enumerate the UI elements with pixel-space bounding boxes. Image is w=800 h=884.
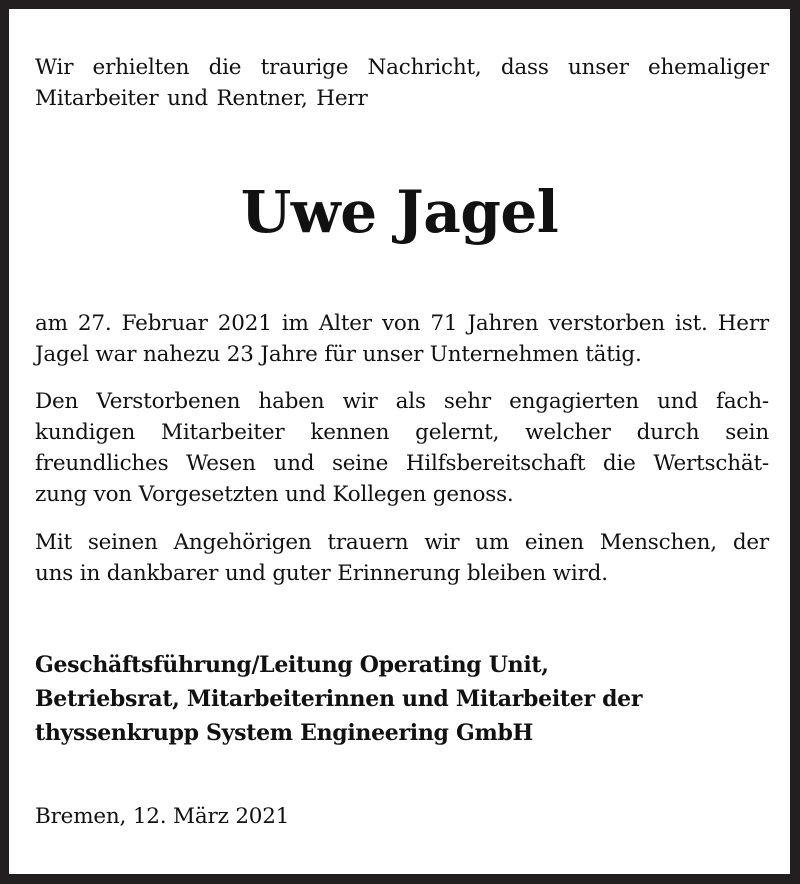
paragraph-line: kundigen Mitarbeiter kennen gelernt, welcher durch sein <box>35 420 769 445</box>
death-details-paragraph <box>35 308 769 370</box>
paragraph-line: Den Verstorbenen haben wir als sehr engagierten und fach- <box>35 389 769 414</box>
paragraph-line: am 27. Februar 2021 im Alter von 71 Jahren verstorben ist. Herr <box>35 311 769 336</box>
signature-line: Geschäftsführung/Leitung Operating Unit, <box>35 652 549 678</box>
signature-block <box>35 648 775 750</box>
tribute-paragraph <box>35 386 769 510</box>
place-and-date: Bremen, 12. März 2021 <box>35 804 290 829</box>
deceased-name: Uwe Jagel <box>240 178 559 246</box>
obituary-notice <box>9 9 790 874</box>
signature-line: thyssenkrupp System Engineering GmbH <box>35 720 534 746</box>
paragraph-line: Jagel war nahezu 23 Jahre für unser Unternehmen tätig. <box>35 342 642 367</box>
condolence-paragraph <box>35 527 769 589</box>
intro-line: Wir erhielten die traurige Nachricht, dass unser ehemaliger <box>35 55 769 80</box>
paragraph-line: freundliches Wesen und seine Hilfsbereitschaft die Wertschät- <box>35 451 769 476</box>
signature-line: Betriebsrat, Mitarbeiterinnen und Mitarbeiter der <box>35 686 643 712</box>
intro-text <box>35 52 769 114</box>
paragraph-line: Mit seinen Angehörigen trauern wir um einen Menschen, der <box>35 530 769 555</box>
intro-line: Mitarbeiter und Rentner, Herr <box>35 86 368 111</box>
paragraph-line: uns in dankbarer und guter Erinnerung bleiben wird. <box>35 561 608 586</box>
paragraph-line: zung von Vorgesetzten und Kollegen genoss. <box>35 482 514 507</box>
